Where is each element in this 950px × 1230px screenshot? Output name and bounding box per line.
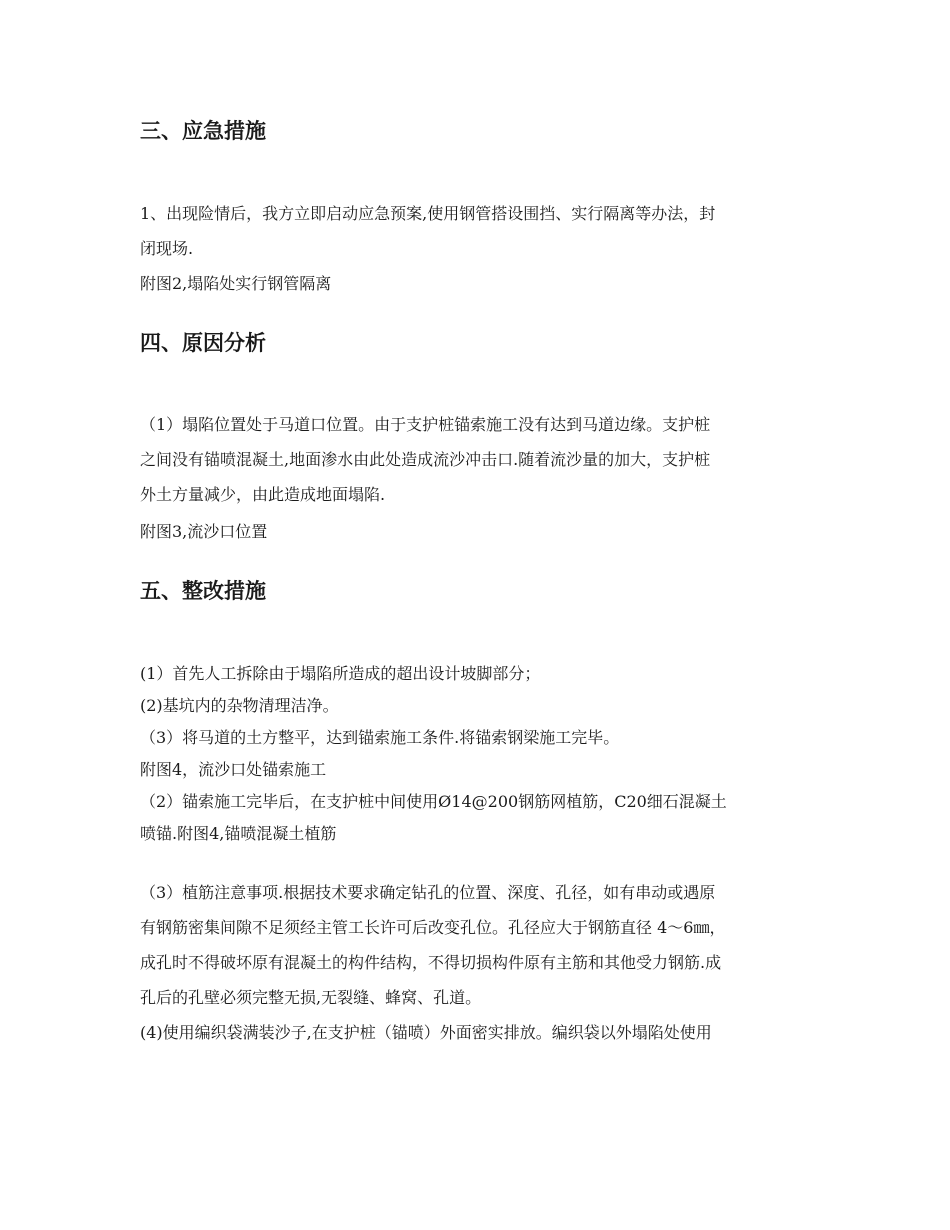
section-heading-emergency: 三、应急措施 — [140, 119, 266, 143]
list-item: (2)基坑内的杂物清理洁净。 — [140, 696, 339, 715]
list-item: 喷锚.附图4,锚喷混凝土植筋 — [140, 824, 337, 843]
text-line: （3）植筋注意事项.根据技术要求确定钻孔的位置、深度、孔径，如有串动或遇原 — [140, 883, 716, 902]
list-item: （3）将马道的土方整平，达到锚索施工条件.将锚索钢梁施工完毕。 — [140, 728, 620, 747]
text-line: (4)使用编织袋满装沙子,在支护桩（锚喷）外面密实排放。编织袋以外塌陷处使用 — [140, 1023, 712, 1042]
text-line: 成孔时不得破坏原有混凝土的构件结构，不得切损构件原有主筋和其他受力钢筋.成 — [140, 953, 722, 972]
text-line: 1、出现险情后，我方立即启动应急预案,使用钢管搭设围挡、实行隔离等办法，封 — [140, 204, 716, 223]
text-line: 有钢筋密集间隙不足须经主管工长许可后改变孔位。孔径应大于钢筋直径 4～6㎜， — [140, 918, 726, 937]
figure-caption-3: 附图3,流沙口位置 — [140, 522, 268, 541]
emergency-paragraph — [140, 196, 812, 266]
list-item: （2）锚索施工完毕后，在支护桩中间使用Ø14@200钢筋网植筋，C20细石混凝土 — [140, 792, 727, 811]
text-line: 孔后的孔壁必须完整无损,无裂缝、蜂窝、孔道。 — [140, 988, 482, 1007]
section-heading-cause: 四、原因分析 — [140, 331, 266, 355]
section-heading-rectification: 五、整改措施 — [140, 579, 266, 603]
figure-caption-2: 附图2,塌陷处实行钢管隔离 — [140, 274, 332, 293]
text-line: 闭现场. — [140, 239, 194, 258]
figure-caption-4: 附图4，流沙口处锚索施工 — [140, 760, 327, 779]
list-item: (1）首先人工拆除由于塌陷所造成的超出设计坡脚部分； — [140, 664, 541, 683]
text-line: 之间没有锚喷混凝土,地面渗水由此处造成流沙冲击口.随着流沙量的加大，支护桩 — [140, 450, 711, 469]
rebar-notes-paragraph — [140, 875, 812, 1050]
rectification-list — [140, 658, 812, 850]
cause-paragraph — [140, 407, 812, 512]
text-line: （1）塌陷位置处于马道口位置。由于支护桩锚索施工没有达到马道边缘。支护桩 — [140, 415, 711, 434]
text-line: 外土方量减少，由此造成地面塌陷. — [140, 485, 386, 504]
